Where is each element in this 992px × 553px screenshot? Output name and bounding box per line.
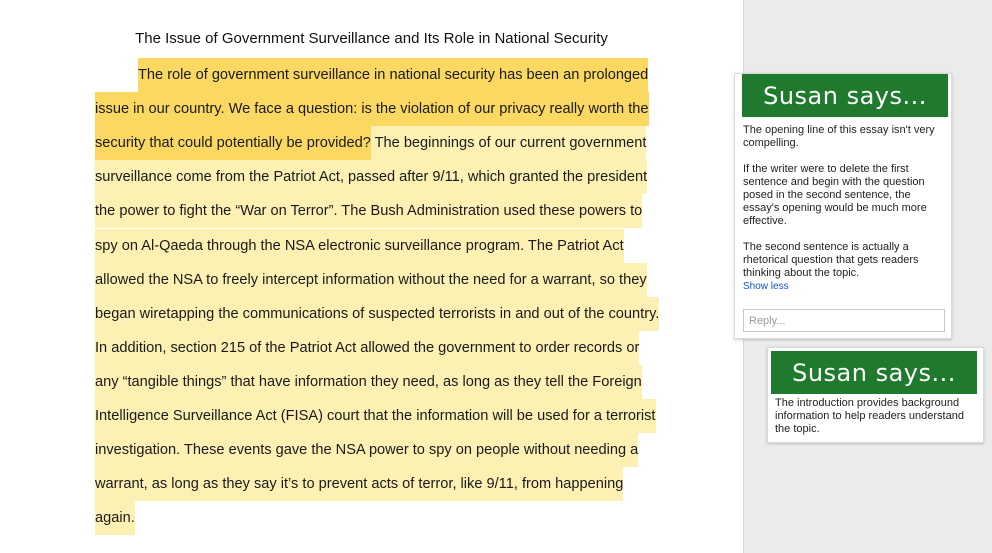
document-line[interactable] xyxy=(95,229,624,263)
highlighted-text-light[interactable]: investigation. These events gave the NSA power to spy on people without needing a xyxy=(95,433,638,467)
highlighted-text-strong[interactable]: security that could potentially be provided? xyxy=(95,126,371,160)
document-line[interactable] xyxy=(95,263,647,297)
document-line[interactable] xyxy=(95,126,646,160)
highlighted-text-light[interactable]: any “tangible things” that have information they need, as long as they tell the Foreign xyxy=(95,365,642,399)
show-less-link[interactable]: Show less xyxy=(743,281,789,292)
comment-paragraph: The opening line of this essay isn't very compelling. xyxy=(743,124,935,149)
reply-input[interactable]: Reply... xyxy=(743,309,945,332)
comment-paragraph: The introduction provides background information to help readers understand the topic. xyxy=(775,397,964,435)
comment-card-1[interactable] xyxy=(734,73,952,339)
highlighted-text-light[interactable]: Intelligence Surveillance Act (FISA) court that the information will be used for a terrorist xyxy=(95,399,656,433)
highlighted-text-light[interactable]: allowed the NSA to freely intercept information without the need for a warrant, so they xyxy=(95,263,647,297)
document-line[interactable] xyxy=(95,365,642,399)
highlighted-text-light[interactable]: began wiretapping the communications of suspected terrorists in and out of the country. xyxy=(95,297,659,331)
highlighted-text-light[interactable]: surveillance come from the Patriot Act, passed after 9/11, which granted the president xyxy=(95,160,647,194)
document-line[interactable] xyxy=(95,160,647,194)
document-line[interactable] xyxy=(95,92,649,126)
highlighted-text-light[interactable]: warrant, as long as they say it’s to prevent acts of terror, like 9/11, from happening xyxy=(95,467,623,501)
document-line[interactable] xyxy=(95,58,648,92)
highlighted-text-light[interactable]: spy on Al-Qaeda through the NSA electronic surveillance program. The Patriot Act xyxy=(95,229,624,263)
document-title: The Issue of Government Surveillance and Its Role in National Security xyxy=(135,30,608,47)
document-line[interactable] xyxy=(95,399,656,433)
comment-paragraph: If the writer were to delete the first sentence and begin with the question posed in the second sentence, the essay's opening would be much more effective. xyxy=(743,163,927,227)
highlighted-text-light[interactable]: the power to fight the “War on Terror”. The Bush Administration used these powers to xyxy=(95,194,642,228)
highlighted-text-strong[interactable]: The role of government surveillance in national security has been an prolonged xyxy=(138,58,648,92)
highlighted-text-light[interactable]: again. xyxy=(95,501,135,535)
highlighted-text-strong[interactable]: issue in our country. We face a question: is the violation of our privacy really worth the xyxy=(95,92,649,126)
highlighted-text-light[interactable]: In addition, section 215 of the Patriot Act allowed the government to order records or xyxy=(95,331,639,365)
comment-paragraph: The second sentence is actually a rhetorical question that gets readers thinking about the topic. xyxy=(743,241,919,279)
highlighted-text-light[interactable]: The beginnings of our current government xyxy=(371,126,647,160)
comment-body xyxy=(775,397,980,449)
comment-author-banner: Susan says... xyxy=(771,351,977,394)
document-line[interactable] xyxy=(95,331,639,365)
document-line[interactable] xyxy=(95,297,659,331)
document-line[interactable] xyxy=(95,433,638,467)
comment-author-banner: Susan says... xyxy=(742,74,948,117)
document-line[interactable] xyxy=(95,467,623,501)
comment-card-2[interactable] xyxy=(767,347,984,443)
comment-body xyxy=(743,124,943,293)
document-line[interactable] xyxy=(95,501,135,535)
document-line[interactable] xyxy=(95,194,642,228)
